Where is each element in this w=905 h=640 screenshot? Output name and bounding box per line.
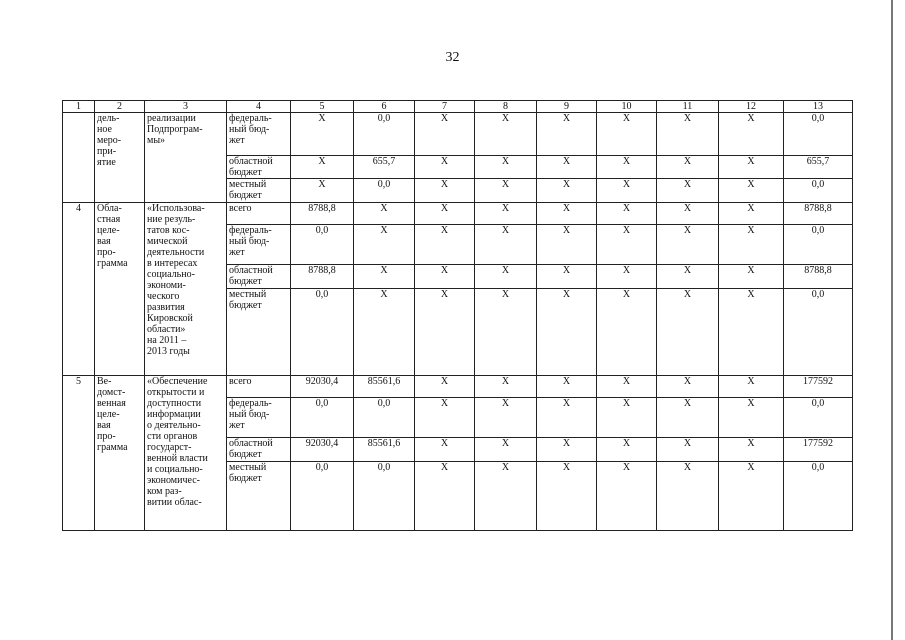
cell-line: экономи- (147, 280, 186, 291)
value-cell: Х (719, 398, 784, 438)
value-cell: Х (475, 398, 537, 438)
cell-line: ный бюд- (229, 124, 270, 135)
cell-line: вая (97, 420, 111, 431)
header-cell: 4 (227, 101, 291, 113)
value-cell: Х (415, 113, 475, 156)
cell-line: ный бюд- (229, 409, 270, 420)
value-cell: Х (475, 156, 537, 179)
header-cell: 8 (475, 101, 537, 113)
value-cell: 0,0 (784, 179, 853, 203)
funding-source-cell (227, 265, 291, 289)
funding-source-cell (227, 179, 291, 203)
value-cell: Х (415, 179, 475, 203)
value-cell: Х (415, 156, 475, 179)
cell-line: витии облас- (147, 497, 202, 508)
cell-line: ком раз- (147, 486, 182, 497)
header-cell: 13 (784, 101, 853, 113)
value-cell: Х (537, 179, 597, 203)
cell-line: областной (229, 438, 273, 449)
value-cell: Х (475, 438, 537, 462)
cell-line: Кировской (147, 313, 193, 324)
header-cell: 5 (291, 101, 354, 113)
cell-line: вая (97, 236, 111, 247)
cell-line: дель- (97, 113, 120, 124)
item-type-cell (95, 203, 145, 376)
cell-line: развития (147, 302, 185, 313)
value-cell: Х (354, 265, 415, 289)
funding-source-cell (227, 376, 291, 398)
value-cell: Х (291, 113, 354, 156)
value-cell: Х (415, 438, 475, 462)
cell-line: стная (97, 214, 121, 225)
value-cell: Х (354, 225, 415, 265)
cell-line: Подпрограм- (147, 124, 203, 135)
value-cell: Х (537, 265, 597, 289)
cell-line: Обла- (97, 203, 122, 214)
value-cell: Х (719, 179, 784, 203)
value-cell: Х (475, 376, 537, 398)
cell-line: экономичес- (147, 475, 200, 486)
cell-line: ние резуль- (147, 214, 196, 225)
cell-line: бюджет (229, 449, 262, 460)
value-cell: Х (657, 376, 719, 398)
header-cell: 2 (95, 101, 145, 113)
value-cell: 8788,8 (784, 203, 853, 225)
funding-table (62, 100, 853, 531)
item-name-cell (145, 113, 227, 203)
value-cell: Х (537, 156, 597, 179)
value-cell: Х (475, 203, 537, 225)
cell-line: ятие (97, 157, 116, 168)
value-cell: Х (597, 156, 657, 179)
value-cell: Х (291, 179, 354, 203)
value-cell: Х (597, 179, 657, 203)
cell-line: «Обеспечение (147, 376, 208, 387)
cell-line: 2013 годы (147, 346, 190, 357)
value-cell: 0,0 (291, 462, 354, 531)
cell-line: про- (97, 431, 116, 442)
cell-line: местный (229, 289, 267, 300)
funding-source-cell (227, 438, 291, 462)
value-cell: Х (475, 462, 537, 531)
cell-line: татов кос- (147, 225, 190, 236)
value-cell: Х (597, 398, 657, 438)
cell-line: венная (97, 398, 126, 409)
value-cell: Х (597, 113, 657, 156)
cell-line: социально- (147, 269, 195, 280)
value-cell: 92030,4 (291, 438, 354, 462)
cell-line: домст- (97, 387, 126, 398)
cell-line: мы» (147, 135, 166, 146)
value-cell: Х (597, 289, 657, 376)
value-cell: Х (657, 265, 719, 289)
value-cell: 8788,8 (291, 265, 354, 289)
value-cell: Х (475, 289, 537, 376)
value-cell: Х (475, 225, 537, 265)
value-cell: Х (537, 462, 597, 531)
cell-line: венной власти (147, 453, 208, 464)
cell-line: всего (229, 376, 252, 387)
cell-line: деятельности (147, 247, 205, 258)
value-cell: Х (415, 265, 475, 289)
cell-line: «Использова- (147, 203, 205, 214)
value-cell: 177592 (784, 376, 853, 398)
funding-source-cell (227, 289, 291, 376)
cell-line: при- (97, 146, 117, 157)
cell-line: бюджет (229, 167, 262, 178)
cell-line: доступности (147, 398, 202, 409)
value-cell: Х (354, 203, 415, 225)
value-cell: Х (475, 179, 537, 203)
header-cell: 3 (145, 101, 227, 113)
value-cell: 0,0 (354, 179, 415, 203)
value-cell: Х (657, 462, 719, 531)
value-cell: Х (415, 289, 475, 376)
value-cell: 0,0 (784, 462, 853, 531)
value-cell: 0,0 (354, 462, 415, 531)
value-cell: 0,0 (784, 289, 853, 376)
cell-line: сти органов (147, 431, 198, 442)
value-cell: Х (597, 225, 657, 265)
item-type-cell (95, 113, 145, 203)
cell-line: о деятельно- (147, 420, 201, 431)
header-cell: 9 (537, 101, 597, 113)
cell-line: целе- (97, 409, 120, 420)
value-cell: Х (657, 398, 719, 438)
table-row (63, 203, 853, 225)
value-cell: 655,7 (784, 156, 853, 179)
value-cell: 0,0 (784, 398, 853, 438)
cell-line: области» (147, 324, 186, 335)
value-cell: Х (657, 179, 719, 203)
header-cell: 6 (354, 101, 415, 113)
cell-line: местный (229, 179, 267, 190)
cell-line: федераль- (229, 113, 272, 124)
value-cell: 0,0 (354, 398, 415, 438)
value-cell: Х (537, 289, 597, 376)
value-cell: 177592 (784, 438, 853, 462)
value-cell: Х (597, 462, 657, 531)
value-cell: Х (657, 203, 719, 225)
value-cell: Х (415, 462, 475, 531)
value-cell: Х (719, 225, 784, 265)
table-row (63, 113, 853, 156)
value-cell: 0,0 (291, 225, 354, 265)
funding-source-cell (227, 156, 291, 179)
header-cell: 11 (657, 101, 719, 113)
cell-line: меро- (97, 135, 122, 146)
value-cell: Х (415, 398, 475, 438)
page-number: 32 (445, 50, 460, 65)
value-cell: Х (719, 156, 784, 179)
cell-line: бюджет (229, 473, 262, 484)
value-cell: Х (415, 225, 475, 265)
value-cell: 0,0 (354, 113, 415, 156)
value-cell: Х (597, 265, 657, 289)
value-cell: Х (657, 225, 719, 265)
header-cell: 7 (415, 101, 475, 113)
value-cell: Х (597, 376, 657, 398)
value-cell: 0,0 (291, 289, 354, 376)
funding-source-cell (227, 203, 291, 225)
value-cell: Х (597, 438, 657, 462)
cell-line: ческого (147, 291, 180, 302)
cell-line: грамма (97, 442, 128, 453)
value-cell: 92030,4 (291, 376, 354, 398)
cell-line: бюджет (229, 190, 262, 201)
value-cell: Х (537, 376, 597, 398)
value-cell: Х (597, 203, 657, 225)
cell-line: государст- (147, 442, 192, 453)
row-number-cell: 5 (63, 376, 95, 531)
cell-line: областной (229, 265, 273, 276)
cell-line: жет (229, 420, 245, 431)
value-cell: Х (657, 156, 719, 179)
cell-line: про- (97, 247, 116, 258)
value-cell: Х (657, 113, 719, 156)
item-name-cell (145, 203, 227, 376)
value-cell: Х (537, 398, 597, 438)
value-cell: Х (657, 438, 719, 462)
value-cell: Х (291, 156, 354, 179)
value-cell: Х (537, 203, 597, 225)
value-cell: 0,0 (291, 398, 354, 438)
value-cell: Х (415, 203, 475, 225)
value-cell: Х (719, 203, 784, 225)
value-cell: Х (475, 265, 537, 289)
cell-line: федераль- (229, 398, 272, 409)
funding-source-cell (227, 225, 291, 265)
cell-line: Ве- (97, 376, 112, 387)
cell-line: реализации (147, 113, 196, 124)
cell-line: мической (147, 236, 188, 247)
cell-line: и социально- (147, 464, 203, 475)
value-cell: Х (719, 289, 784, 376)
value-cell: Х (537, 225, 597, 265)
page-edge-rule (891, 0, 893, 640)
value-cell: 0,0 (784, 113, 853, 156)
cell-line: бюджет (229, 276, 262, 287)
cell-line: всего (229, 203, 252, 214)
cell-line: ное (97, 124, 112, 135)
cell-line: жет (229, 247, 245, 258)
value-cell: Х (415, 376, 475, 398)
value-cell: Х (537, 438, 597, 462)
item-type-cell (95, 376, 145, 531)
funding-source-cell (227, 113, 291, 156)
row-number-cell: 4 (63, 203, 95, 376)
cell-line: жет (229, 135, 245, 146)
header-row (63, 101, 853, 113)
value-cell: Х (537, 113, 597, 156)
cell-line: целе- (97, 225, 120, 236)
header-cell: 1 (63, 101, 95, 113)
cell-line: грамма (97, 258, 128, 269)
value-cell: 8788,8 (784, 265, 853, 289)
cell-line: открытости и (147, 387, 205, 398)
funding-source-cell (227, 462, 291, 531)
value-cell: Х (657, 289, 719, 376)
cell-line: областной (229, 156, 273, 167)
value-cell: 8788,8 (291, 203, 354, 225)
cell-line: на 2011 – (147, 335, 187, 346)
value-cell: Х (354, 289, 415, 376)
value-cell: 85561,6 (354, 438, 415, 462)
value-cell: Х (719, 376, 784, 398)
cell-line: ный бюд- (229, 236, 270, 247)
value-cell: Х (475, 113, 537, 156)
cell-line: в интересах (147, 258, 198, 269)
value-cell: 655,7 (354, 156, 415, 179)
table-row (63, 376, 853, 398)
cell-line: информации (147, 409, 201, 420)
header-cell: 10 (597, 101, 657, 113)
cell-line: местный (229, 462, 267, 473)
row-number-cell (63, 113, 95, 203)
cell-line: федераль- (229, 225, 272, 236)
value-cell: Х (719, 438, 784, 462)
value-cell: Х (719, 113, 784, 156)
header-cell: 12 (719, 101, 784, 113)
funding-source-cell (227, 398, 291, 438)
value-cell: 0,0 (784, 225, 853, 265)
value-cell: Х (719, 462, 784, 531)
cell-line: бюджет (229, 300, 262, 311)
value-cell: Х (719, 265, 784, 289)
value-cell: 85561,6 (354, 376, 415, 398)
item-name-cell (145, 376, 227, 531)
